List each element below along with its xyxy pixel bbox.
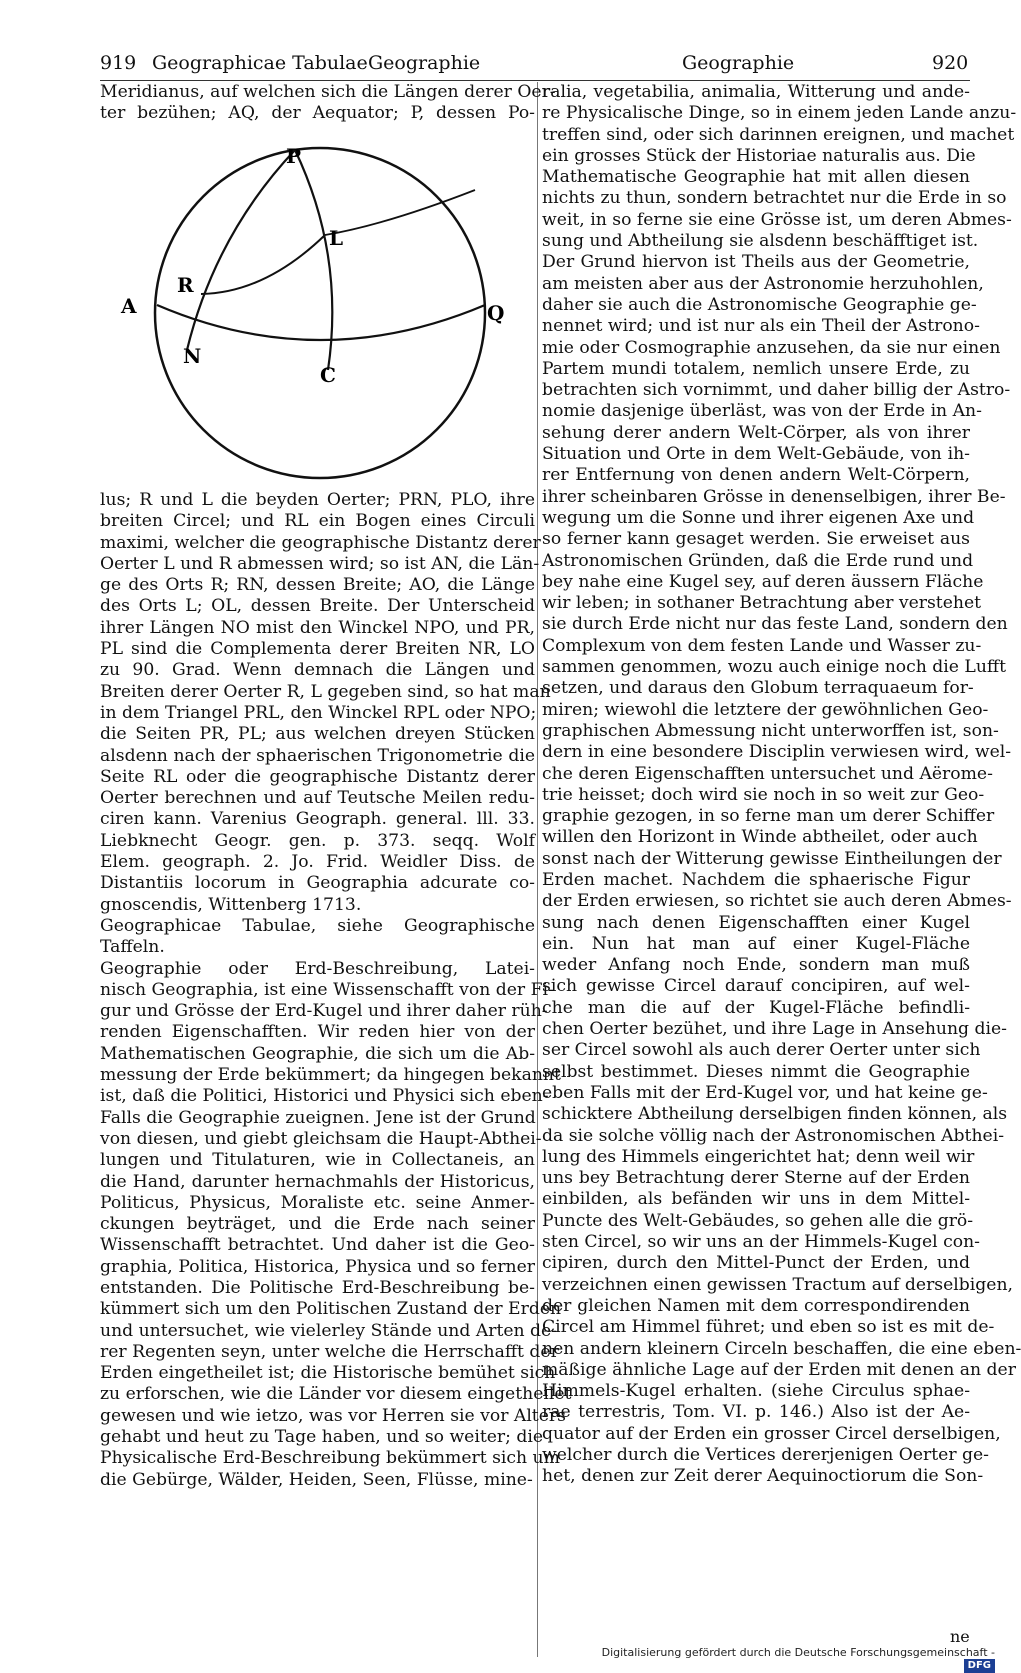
text-line: nisch Geographia, ist eine Wissenschafft von der Fi- <box>100 979 554 1000</box>
text-line: so ferner kann gesaget werden. Sie erweiset aus <box>542 529 970 550</box>
text-line: dern in eine besondere Disciplin verwiesen wird, wel- <box>542 742 1012 763</box>
catchword: ne <box>950 1627 970 1646</box>
text-line: lungen und Titulaturen, wie in Collectaneis, an <box>100 1150 535 1171</box>
text-line: re Physicalische Dinge, so in einem jeden Lande anzu- <box>542 103 1017 124</box>
right-page-number: 920 <box>932 52 969 74</box>
text-line: betrachten sich vornimmt, und daher billig der Astro- <box>542 380 1011 401</box>
text-line: ihrer scheinbaren Grösse in denenselbigen, ihrer Be- <box>542 486 1006 507</box>
text-line: sonst nach der Witterung gewisse Eintheilungen der <box>542 848 1002 869</box>
text-line: Physicalische Erd-Beschreibung bekümmert sich um <box>100 1448 560 1469</box>
text-line: ist, daß die Politici, Historici und Physici sich eben- <box>100 1086 549 1107</box>
label-a: A <box>121 294 137 318</box>
text-line: Situation und Orte in dem Welt-Gebäude, von ih- <box>542 444 970 465</box>
arc-extension <box>325 190 475 235</box>
text-line: sung und Abtheilung sie alsdenn beschäfftiget ist. <box>542 231 979 252</box>
text-line: renden Eigenschafften. Wir reden hier von der <box>100 1022 535 1043</box>
header-rule <box>100 80 970 81</box>
text-line: Breiten derer Oerter R, L gegeben sind, so hat man <box>100 681 551 702</box>
text-line: entstanden. Die Politische Erd-Beschreibung be- <box>100 1277 535 1298</box>
text-line: die Seiten PR, PL; aus welchen dreyen Stücken <box>100 724 535 745</box>
text-line: PL sind die Complementa derer Breiten NR, LO <box>100 639 535 660</box>
text-line: der Erden erwiesen, so richtet sie auch deren Abmes- <box>542 891 1012 912</box>
text-line: sammen genommen, wozu auch einige noch die Lufft <box>542 657 1007 678</box>
text-line: miren; wiewohl die letztere der gewöhnlichen Geo- <box>542 699 989 720</box>
text-line: Astronomischen Gründen, daß die Erde rund und <box>542 550 974 571</box>
text-line: nichts zu thun, sondern betrachtet nur die Erde in so <box>542 188 1007 209</box>
footer-text: Digitalisierung gefördert durch die Deutsche Forschungsgemeinschaft - <box>601 1646 995 1659</box>
dfg-logo: DFG <box>964 1659 995 1673</box>
equator-arc <box>157 305 485 340</box>
text-line: eben Falls mit der Erd-Kugel vor, und hat keine ge- <box>542 1082 988 1103</box>
text-line: Oerter L und R abmessen wird; so ist AN, die Län- <box>100 553 540 574</box>
text-line: Erden machet. Nachdem die sphaerische Figur <box>542 869 970 890</box>
text-line: chen Oerter bezühet, und ihre Lage in Ansehung die- <box>542 1019 1007 1040</box>
text-line: ge des Orts R; RN, dessen Breite; AO, die Länge <box>100 575 535 596</box>
arc-rl <box>201 235 325 294</box>
text-line: graphischen Abmessung nicht unterworffen ist, son- <box>542 720 999 741</box>
text-line: da sie solche völlig nach der Astronomischen Abthei- <box>542 1125 1005 1146</box>
text-line: sehung derer andern Welt-Cörper, als von ihrer <box>542 422 970 443</box>
text-line: Taffeln. <box>100 937 165 958</box>
text-line: Distantiis locorum in Geographia adcurate co- <box>100 873 535 894</box>
text-line: einbilden, als befänden wir uns in dem Mittel- <box>542 1189 970 1210</box>
text-line: ciren kann. Varenius Geograph. general. lll. 33. <box>100 809 535 830</box>
label-c: C <box>320 363 336 387</box>
meridian-plc <box>295 150 332 370</box>
text-line: Liebknecht Geogr. gen. p. 373. seqq. Wolf <box>100 830 535 851</box>
left-keyword: Geographie <box>368 52 481 74</box>
text-line: graphia, Politica, Historica, Physica und so ferner <box>100 1256 535 1277</box>
right-keyword: Geographie <box>682 52 795 74</box>
text-line: sich gewisse Circel darauf concipiren, auf wel- <box>542 976 970 997</box>
text-line: am meisten aber aus der Astronomie herzuhohlen, <box>542 273 984 294</box>
text-line: ralia, vegetabilia, animalia, Witterung und ande- <box>542 82 970 102</box>
text-line: Erden eingetheilet ist; die Historische bemühet sich <box>100 1363 556 1384</box>
text-line: che deren Eigenschafften untersuchet und Aërome- <box>542 763 993 784</box>
text-line: quator auf der Erden ein grosser Circel derselbigen, <box>542 1423 1001 1444</box>
text-line: nennet wird; und ist nur als ein Theil der Astrono- <box>542 316 980 337</box>
text-line: daher sie auch die Astronomische Geographie ge- <box>542 294 977 315</box>
left-column-body <box>100 490 572 1491</box>
left-page-number: 919 <box>100 52 137 74</box>
text-line: trie heisset; doch wird sie noch in so weit zur Geo- <box>542 784 985 805</box>
text-line: weit, in so ferne sie eine Grösse ist, um deren Abmes- <box>542 209 1012 230</box>
text-line: Mathematischen Geographie, die sich um die Ab- <box>100 1043 535 1064</box>
text-line: mie oder Cosmographie anzusehen, da sie nur einen <box>542 337 1001 358</box>
text-line: sung nach denen Eigenschafften einer Kugel <box>542 912 970 933</box>
text-line: Seite RL oder die geographische Distantz derer <box>100 766 535 787</box>
sphere-diagram <box>115 145 515 485</box>
text-line: alsdenn nach der sphaerischen Trigonometrie die <box>100 745 535 766</box>
text-line: Partem mundi totalem, nemlich unsere Erde, zu <box>542 358 970 379</box>
text-line: gnoscendis, Wittenberg 1713. <box>100 894 362 915</box>
text-line: gewesen und wie ietzo, was vor Herren sie vor Alters <box>100 1405 566 1426</box>
text-line: Geographicae Tabulae, siehe Geographische <box>100 915 535 936</box>
text-line: zu 90. Grad. Wenn demnach die Längen und <box>100 660 535 681</box>
right-column <box>542 82 1021 1488</box>
text-line: Complexum von dem festen Lande und Wasser zu- <box>542 635 982 656</box>
text-line: schicktere Abtheilung derselbigen finden können, als <box>542 1104 1008 1125</box>
text-line: von diesen, und giebt gleichsam die Haupt-Abthei- <box>100 1128 542 1149</box>
text-line: rer Entfernung von denen andern Welt-Cörpern, <box>542 465 970 486</box>
label-p: P <box>286 144 302 168</box>
outer-circle <box>155 148 485 478</box>
text-line: ter bezühen; AQ, der Aequator; P, dessen Po- <box>100 103 535 124</box>
text-line: nomie dasjenige überläst, was von der Erde in An- <box>542 401 982 422</box>
text-line: und untersuchet, wie vielerley Stände und Arten de- <box>100 1320 558 1341</box>
text-line: maximi, welcher die geographische Distantz derer <box>100 532 541 553</box>
text-line: willen den Horizont in Winde abtheilet, oder auch <box>542 827 978 848</box>
text-line: setzen, und daraus den Globum terraquaeum for- <box>542 678 974 699</box>
text-line: Puncte des Welt-Gebäudes, so gehen alle die grö- <box>542 1210 974 1231</box>
label-q: Q <box>487 301 505 325</box>
text-line: Oerter berechnen und auf Teutsche Meilen redu- <box>100 788 535 809</box>
text-line: sie durch Erde nicht nur das feste Land, sondern den <box>542 614 1008 635</box>
text-line: breiten Circel; und RL ein Bogen eines Circuli <box>100 511 535 532</box>
text-line: der gleichen Namen mit dem correspondirenden <box>542 1295 970 1316</box>
text-line: in dem Triangel PRL, den Winckel RPL oder NPO; <box>100 702 537 723</box>
label-l: L <box>329 226 344 250</box>
text-line: gur und Grösse der Erd-Kugel und ihrer daher rüh- <box>100 1001 548 1022</box>
text-line: des Orts L; OL, dessen Breite. Der Unterscheid <box>100 596 535 617</box>
meridian-prn <box>187 150 295 350</box>
text-line: Meridianus, auf welchen sich die Längen derer Oer- <box>100 82 556 102</box>
text-line: ein. Nun hat man auf einer Kugel-Fläche <box>542 933 970 954</box>
text-line: Falls die Geographie zueignen. Jene ist der Grund <box>100 1107 536 1128</box>
text-line: die Hand, darunter hernachmahls der Historicus, <box>100 1171 535 1192</box>
text-line: ckungen beyträget, und die Erde nach seiner <box>100 1214 535 1235</box>
text-line: mäßige ähnliche Lage auf der Erden mit denen an der <box>542 1359 1016 1380</box>
text-line: ser Circel sowohl als auch derer Oerter unter sich <box>542 1040 981 1061</box>
text-line: rer Regenten seyn, unter welche die Herrschafft der <box>100 1341 559 1362</box>
sphere-figure <box>115 145 515 485</box>
text-line: die Gebürge, Wälder, Heiden, Seen, Flüsse, mine- <box>100 1469 533 1490</box>
text-line: wir leben; in sothaner Betrachtung aber verstehet <box>542 593 982 614</box>
text-line: verzeichnen einen gewissen Tractum auf derselbigen, <box>542 1274 1013 1295</box>
text-line: bey nahe eine Kugel sey, auf deren äussern Fläche <box>542 571 984 592</box>
text-line: kümmert sich um den Politischen Zustand der Erden <box>100 1299 562 1320</box>
text-line: lung des Himmels eingerichtet hat; denn weil wir <box>542 1146 975 1167</box>
text-line: gehabt und heut zu Tage haben, und so weiter; die <box>100 1427 544 1448</box>
text-line: Wissenschafft betrachtet. Und daher ist die Geo- <box>100 1235 535 1256</box>
text-line: selbst bestimmet. Dieses nimmt die Geographie <box>542 1061 970 1082</box>
left-running-title: Geographicae Tabulae <box>152 52 368 74</box>
text-line: che man die auf der Kugel-Fläche befindli- <box>542 997 970 1018</box>
label-r: R <box>177 273 194 297</box>
text-line: Mathematische Geographie hat mit allen diesen <box>542 167 970 188</box>
text-line: het, denen zur Zeit derer Aequinoctiorum die Son- <box>542 1466 984 1487</box>
text-line: Der Grund hiervon ist Theils aus der Geometrie, <box>542 252 970 273</box>
running-header <box>100 52 970 82</box>
text-line: ein grosses Stück der Historiae naturalis aus. Die <box>542 145 976 166</box>
label-n: N <box>183 344 202 368</box>
text-line: nen andern kleinern Circeln beschaffen, die eine eben- <box>542 1338 1021 1359</box>
text-line: cipiren, durch den Mittel-Punct der Erden, und <box>542 1253 970 1274</box>
text-line: Elem. geograph. 2. Jo. Frid. Weidler Diss. de <box>100 852 535 873</box>
text-line: uns bey Betrachtung derer Sterne auf der Erden <box>542 1168 970 1189</box>
text-line: weder Anfang noch Ende, sondern man muß <box>542 955 970 976</box>
text-line: ihrer Längen NO mist den Winckel NPO, und PR, <box>100 617 535 638</box>
text-line: Circel am Himmel führet; und eben so ist es mit de- <box>542 1317 995 1338</box>
text-line: rae terrestris, Tom. VI. p. 146.) Also ist der Ae- <box>542 1402 970 1423</box>
digitization-footer <box>600 1646 995 1671</box>
text-line: lus; R und L die beyden Oerter; PRN, PLO, ihre <box>100 490 535 510</box>
text-line: Politicus, Physicus, Moraliste etc. seine Anmer- <box>100 1192 535 1213</box>
text-line: Geographie oder Erd-Beschreibung, Latei- <box>100 958 535 979</box>
text-line: sten Circel, so wir uns an der Himmels-Kugel con- <box>542 1232 980 1253</box>
text-line: graphie gezogen, in so ferne man um derer Schiffer <box>542 806 995 827</box>
text-line: welcher durch die Vertices dererjenigen Oerter ge- <box>542 1445 989 1465</box>
text-line: zu erforschen, wie die Länder vor diesem eingetheilet <box>100 1384 572 1405</box>
text-line: treffen sind, oder sich darinnen ereignen, und machet <box>542 124 1015 145</box>
text-line: messung der Erde bekümmert; da hingegen bekannt <box>100 1065 561 1086</box>
text-line: wegung um die Sonne und ihrer eigenen Axe und <box>542 507 975 528</box>
left-column-top <box>100 82 556 125</box>
text-line: Himmels-Kugel erhalten. (siehe Circulus sphae- <box>542 1381 970 1402</box>
